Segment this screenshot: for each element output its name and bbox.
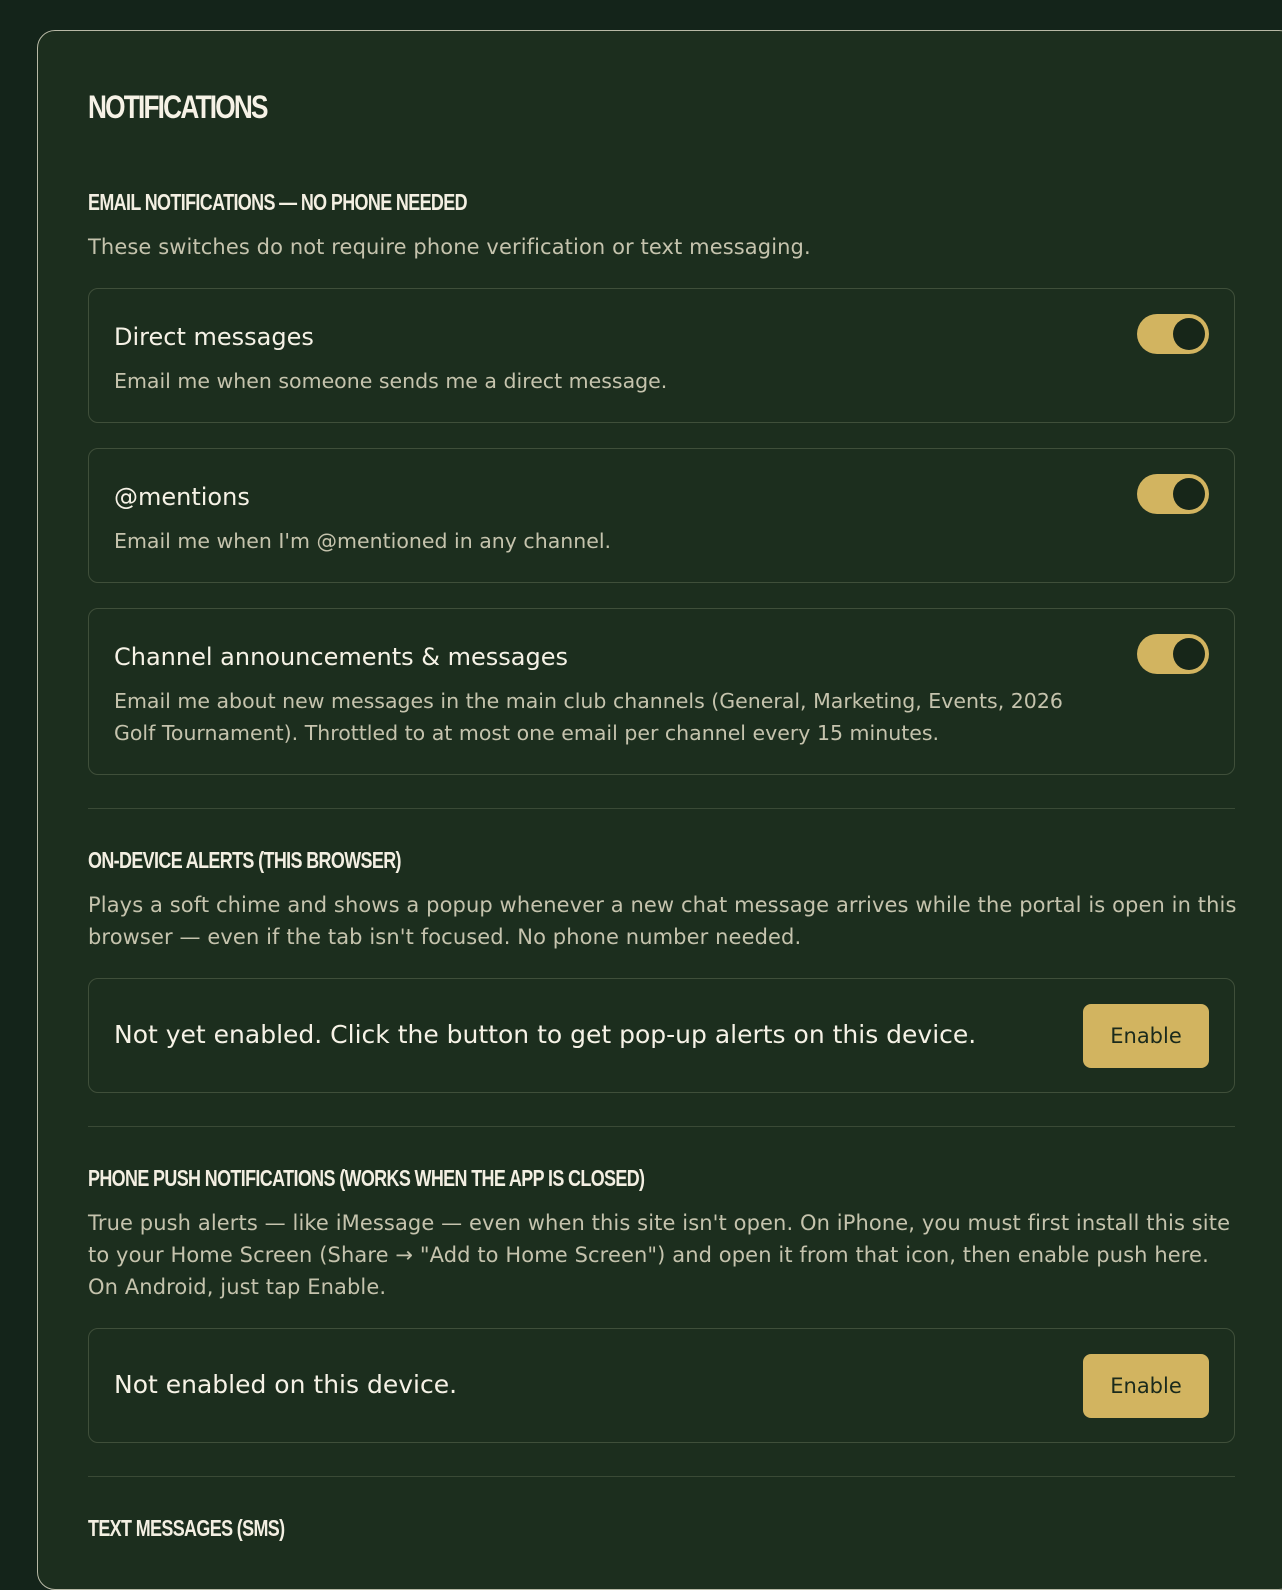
push-status: Not enabled on this device. bbox=[114, 1370, 458, 1399]
email-section-title: EMAIL NOTIFICATIONS — NO PHONE NEEDED bbox=[88, 189, 467, 215]
device-alerts-box bbox=[88, 978, 1235, 1093]
push-notifications-box bbox=[88, 1328, 1235, 1443]
section-divider bbox=[88, 1126, 1235, 1127]
section-divider bbox=[88, 808, 1235, 809]
setting-description: Email me when someone sends me a direct message. bbox=[114, 369, 668, 393]
section-divider bbox=[88, 1476, 1235, 1477]
notifications-card bbox=[37, 30, 1282, 1590]
direct-messages-toggle[interactable] bbox=[1137, 314, 1209, 354]
channel-announcements-toggle[interactable] bbox=[1137, 634, 1209, 674]
push-section-title: PHONE PUSH NOTIFICATIONS (WORKS WHEN THE APP IS CLOSED) bbox=[88, 1165, 645, 1191]
setting-name: @mentions bbox=[114, 483, 250, 511]
sms-section-title: TEXT MESSAGES (SMS) bbox=[88, 1515, 285, 1541]
device-section-title: ON-DEVICE ALERTS (THIS BROWSER) bbox=[88, 847, 401, 873]
setting-direct-messages bbox=[88, 288, 1235, 423]
device-alerts-status: Not yet enabled. Click the button to get pop-up alerts on this device. bbox=[114, 1020, 977, 1049]
setting-mentions bbox=[88, 448, 1235, 583]
setting-description: Email me about new messages in the main club channels (General, Marketing, Events, 2026 Golf Tournament). Throttled to at most one email per channel every 15 minutes. bbox=[114, 689, 1063, 745]
page-title: NOTIFICATIONS bbox=[88, 89, 267, 125]
email-section-description: These switches do not require phone verification or text messaging. bbox=[88, 235, 811, 259]
push-section-description: True push alerts — like iMessage — even when this site isn't open. On iPhone, you must first install this site to your Home Screen (Share → "Add to Home Screen") and open it from that icon, then enable push here. On Android, just tap Enable. bbox=[88, 1211, 1231, 1299]
enable-push-button[interactable]: Enable bbox=[1083, 1354, 1209, 1418]
setting-description: Email me when I'm @mentioned in any channel. bbox=[114, 529, 612, 553]
toggle-knob bbox=[1173, 638, 1205, 670]
mentions-toggle[interactable] bbox=[1137, 474, 1209, 514]
enable-device-alerts-button[interactable]: Enable bbox=[1083, 1004, 1209, 1068]
setting-name: Channel announcements & messages bbox=[114, 643, 568, 671]
device-section-description: Plays a soft chime and shows a popup whenever a new chat message arrives while the portal is open in this browser — even if the tab isn't focused. No phone number needed. bbox=[88, 893, 1237, 949]
setting-name: Direct messages bbox=[114, 323, 314, 351]
setting-channel-announcements bbox=[88, 608, 1235, 775]
toggle-knob bbox=[1173, 318, 1205, 350]
toggle-knob bbox=[1173, 478, 1205, 510]
